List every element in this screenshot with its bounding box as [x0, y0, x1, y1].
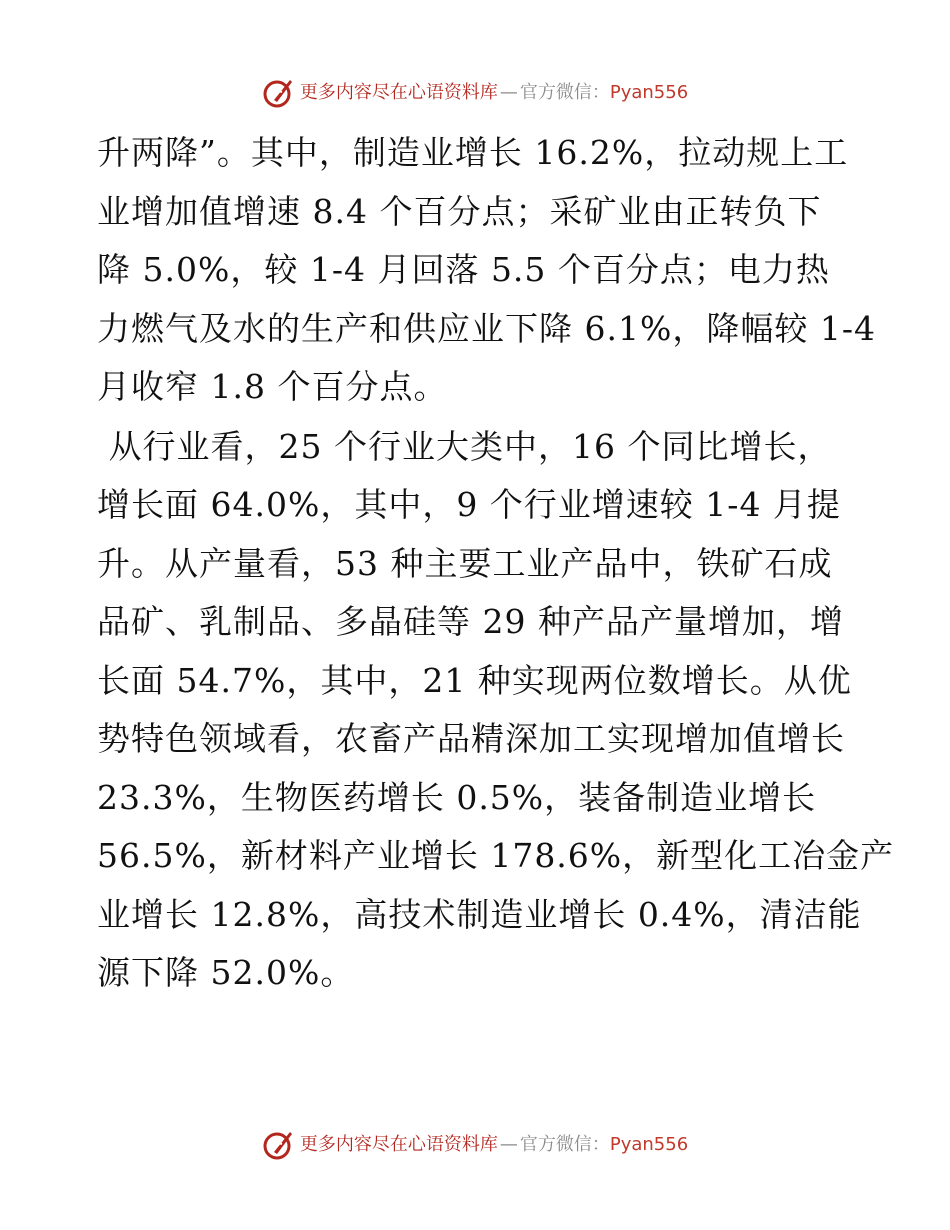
watermark-dash: — [499, 82, 518, 103]
text-line: 降 5.0%，较 1-4 月回落 5.5 个百分点；电力热 [97, 250, 830, 289]
document-body [97, 124, 895, 1003]
quill-logo-icon [262, 76, 296, 110]
watermark-label: 官方微信： [519, 82, 610, 103]
text-line: 23.3%，生物医药增长 0.5%，装备制造业增长 [97, 777, 817, 817]
text-line: 力燃气及水的生产和供应业下降 6.1%，降幅较 1-4 [97, 308, 876, 348]
footer-watermark [0, 1128, 950, 1162]
watermark-id: Pyan556 [609, 82, 689, 103]
paragraph-2 [97, 418, 895, 1003]
text-line: 势特色领域看，农畜产品精深加工实现增加值增长 [97, 719, 845, 758]
quill-logo-icon [262, 1128, 296, 1162]
watermark-label: 官方微信： [519, 1134, 610, 1155]
watermark-title: 更多内容尽在心语资料库 [299, 1134, 498, 1155]
header-watermark [0, 76, 950, 110]
text-line: 业增长 12.8%，高技术制造业增长 0.4%，清洁能 [97, 894, 862, 934]
text-line: 长面 54.7%，其中，21 种实现两位数增长。从优 [97, 660, 852, 700]
watermark-title: 更多内容尽在心语资料库 [299, 82, 498, 103]
text-line: 56.5%，新材料产业增长 178.6%，新型化工冶金产 [97, 836, 895, 875]
text-line: 品矿、乳制品、多晶硅等 29 种产品产量增加，增 [97, 602, 844, 641]
text-line: 从行业看，25 个行业大类中，16 个同比增长， [97, 426, 832, 466]
text-line: 业增加值增速 8.4 个百分点；采矿业由正转负下 [97, 191, 822, 231]
watermark-dash: — [499, 1134, 518, 1155]
paragraph-1 [97, 124, 877, 417]
text-line: 源下降 52.0%。 [97, 953, 355, 992]
text-line: 升。从产量看，53 种主要工业产品中，铁矿石成 [97, 543, 833, 583]
text-line: 升两降”。其中，制造业增长 16.2%，拉动规上工 [97, 133, 849, 172]
text-line: 月收窄 1.8 个百分点。 [97, 367, 448, 406]
text-line: 增长面 64.0%，其中，9 个行业增速较 1-4 月提 [97, 485, 841, 524]
watermark-id: Pyan556 [609, 1134, 689, 1155]
